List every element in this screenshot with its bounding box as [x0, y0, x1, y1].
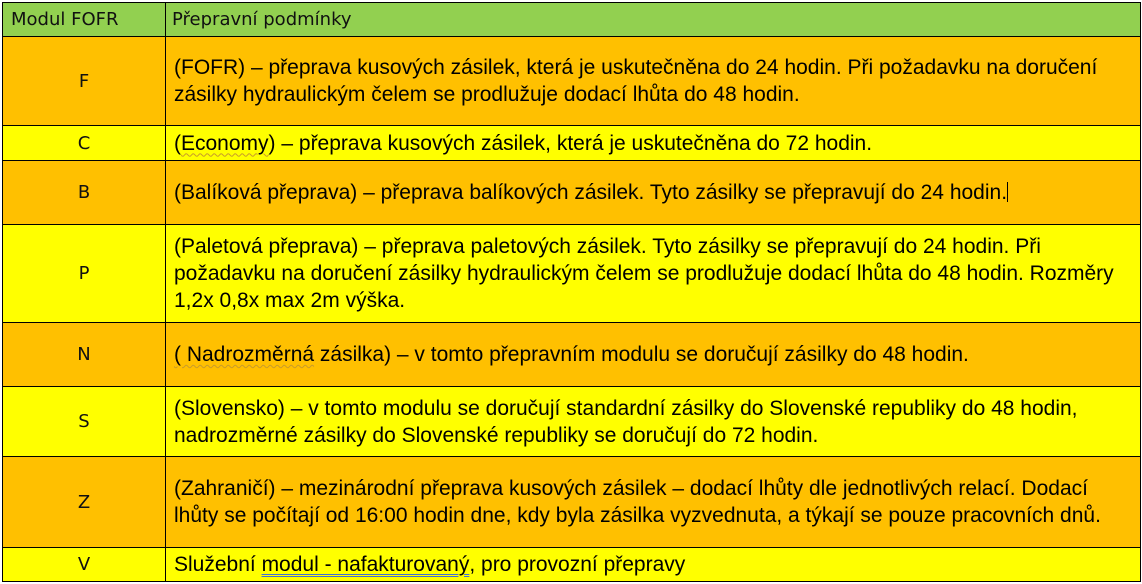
table-row	[3, 323, 1141, 387]
table-row	[3, 161, 1141, 225]
description-prefix: (	[174, 131, 181, 155]
header-module: Modul FOFR	[3, 3, 166, 37]
spellcheck-word: ( Nadrozměrná	[174, 343, 315, 366]
module-code: V	[3, 548, 166, 582]
module-description	[166, 37, 1141, 126]
description-text: zásilka) – v tomto přepravním modulu se doručují zásilky do 48 hodin.	[314, 343, 969, 366]
description-prefix: Služební	[174, 553, 262, 576]
module-code: F	[3, 37, 166, 126]
description-text: (Balíková přeprava) – přeprava balíkových zásilek. Tyto zásilky se přepravují do 24 hodin.	[174, 181, 1008, 204]
description-text: ) – přeprava kusových zásilek, která je uskutečněna do 72 hodin.	[268, 131, 873, 155]
module-code: C	[3, 126, 166, 161]
module-description	[166, 323, 1141, 387]
module-description	[166, 548, 1141, 582]
text-cursor	[1007, 182, 1008, 202]
fofr-modules-table	[2, 2, 1141, 582]
module-description	[166, 126, 1141, 161]
table-row	[3, 548, 1141, 582]
table-row	[3, 225, 1141, 323]
description-text: (Slovensko) – v tomto modulu se doručují standardní zásilky do Slovenské republiky do 48 hodin, nadrozměrné zásilky do Slovenské republiky se doručují do 72 hodin.	[174, 396, 1078, 447]
description-text: , pro provozní přepravy	[469, 553, 686, 576]
spellcheck-word: Economy	[181, 131, 269, 155]
module-description	[166, 225, 1141, 323]
module-code: S	[3, 387, 166, 457]
module-description	[166, 457, 1141, 548]
description-text: (FOFR) – přeprava kusových zásilek, která je uskutečněna do 24 hodin. Při požadavku na doručení zásilky hydraulickým čelem se prodlužuje dodací lhůta do 48 hodin.	[174, 56, 1098, 106]
table-row	[3, 457, 1141, 548]
table-row	[3, 387, 1141, 457]
table-row	[3, 126, 1141, 161]
module-code: Z	[3, 457, 166, 548]
table-header-row	[3, 3, 1141, 37]
module-code: B	[3, 161, 166, 225]
table-row	[3, 37, 1141, 126]
module-description	[166, 387, 1141, 457]
header-conditions: Přepravní podmínky	[166, 3, 1141, 37]
module-description	[166, 161, 1141, 225]
description-text: (Zahraničí) – mezinárodní přeprava kusových zásilek – dodací lhůty dle jednotlivých relací. Dodací lhůty se počítají od 16:00 hodin dne, kdy byla zásilka vyzvednuta, a týkají se pouze pracovních dnů.	[174, 477, 1101, 527]
description-text: (Paletová přeprava) – přeprava paletových zásilek. Tyto zásilky se přepravují do 24 hodin. Při požadavku na doručení zásilky hydraulickým čelem se prodlužuje dodací lhůta do 48 hodin. Rozměry 1,2x 0,8x max 2m výška.	[174, 235, 1114, 312]
grammar-marked-phrase: modul - nafakturovaný	[261, 553, 470, 576]
module-code: P	[3, 225, 166, 323]
module-code: N	[3, 323, 166, 387]
